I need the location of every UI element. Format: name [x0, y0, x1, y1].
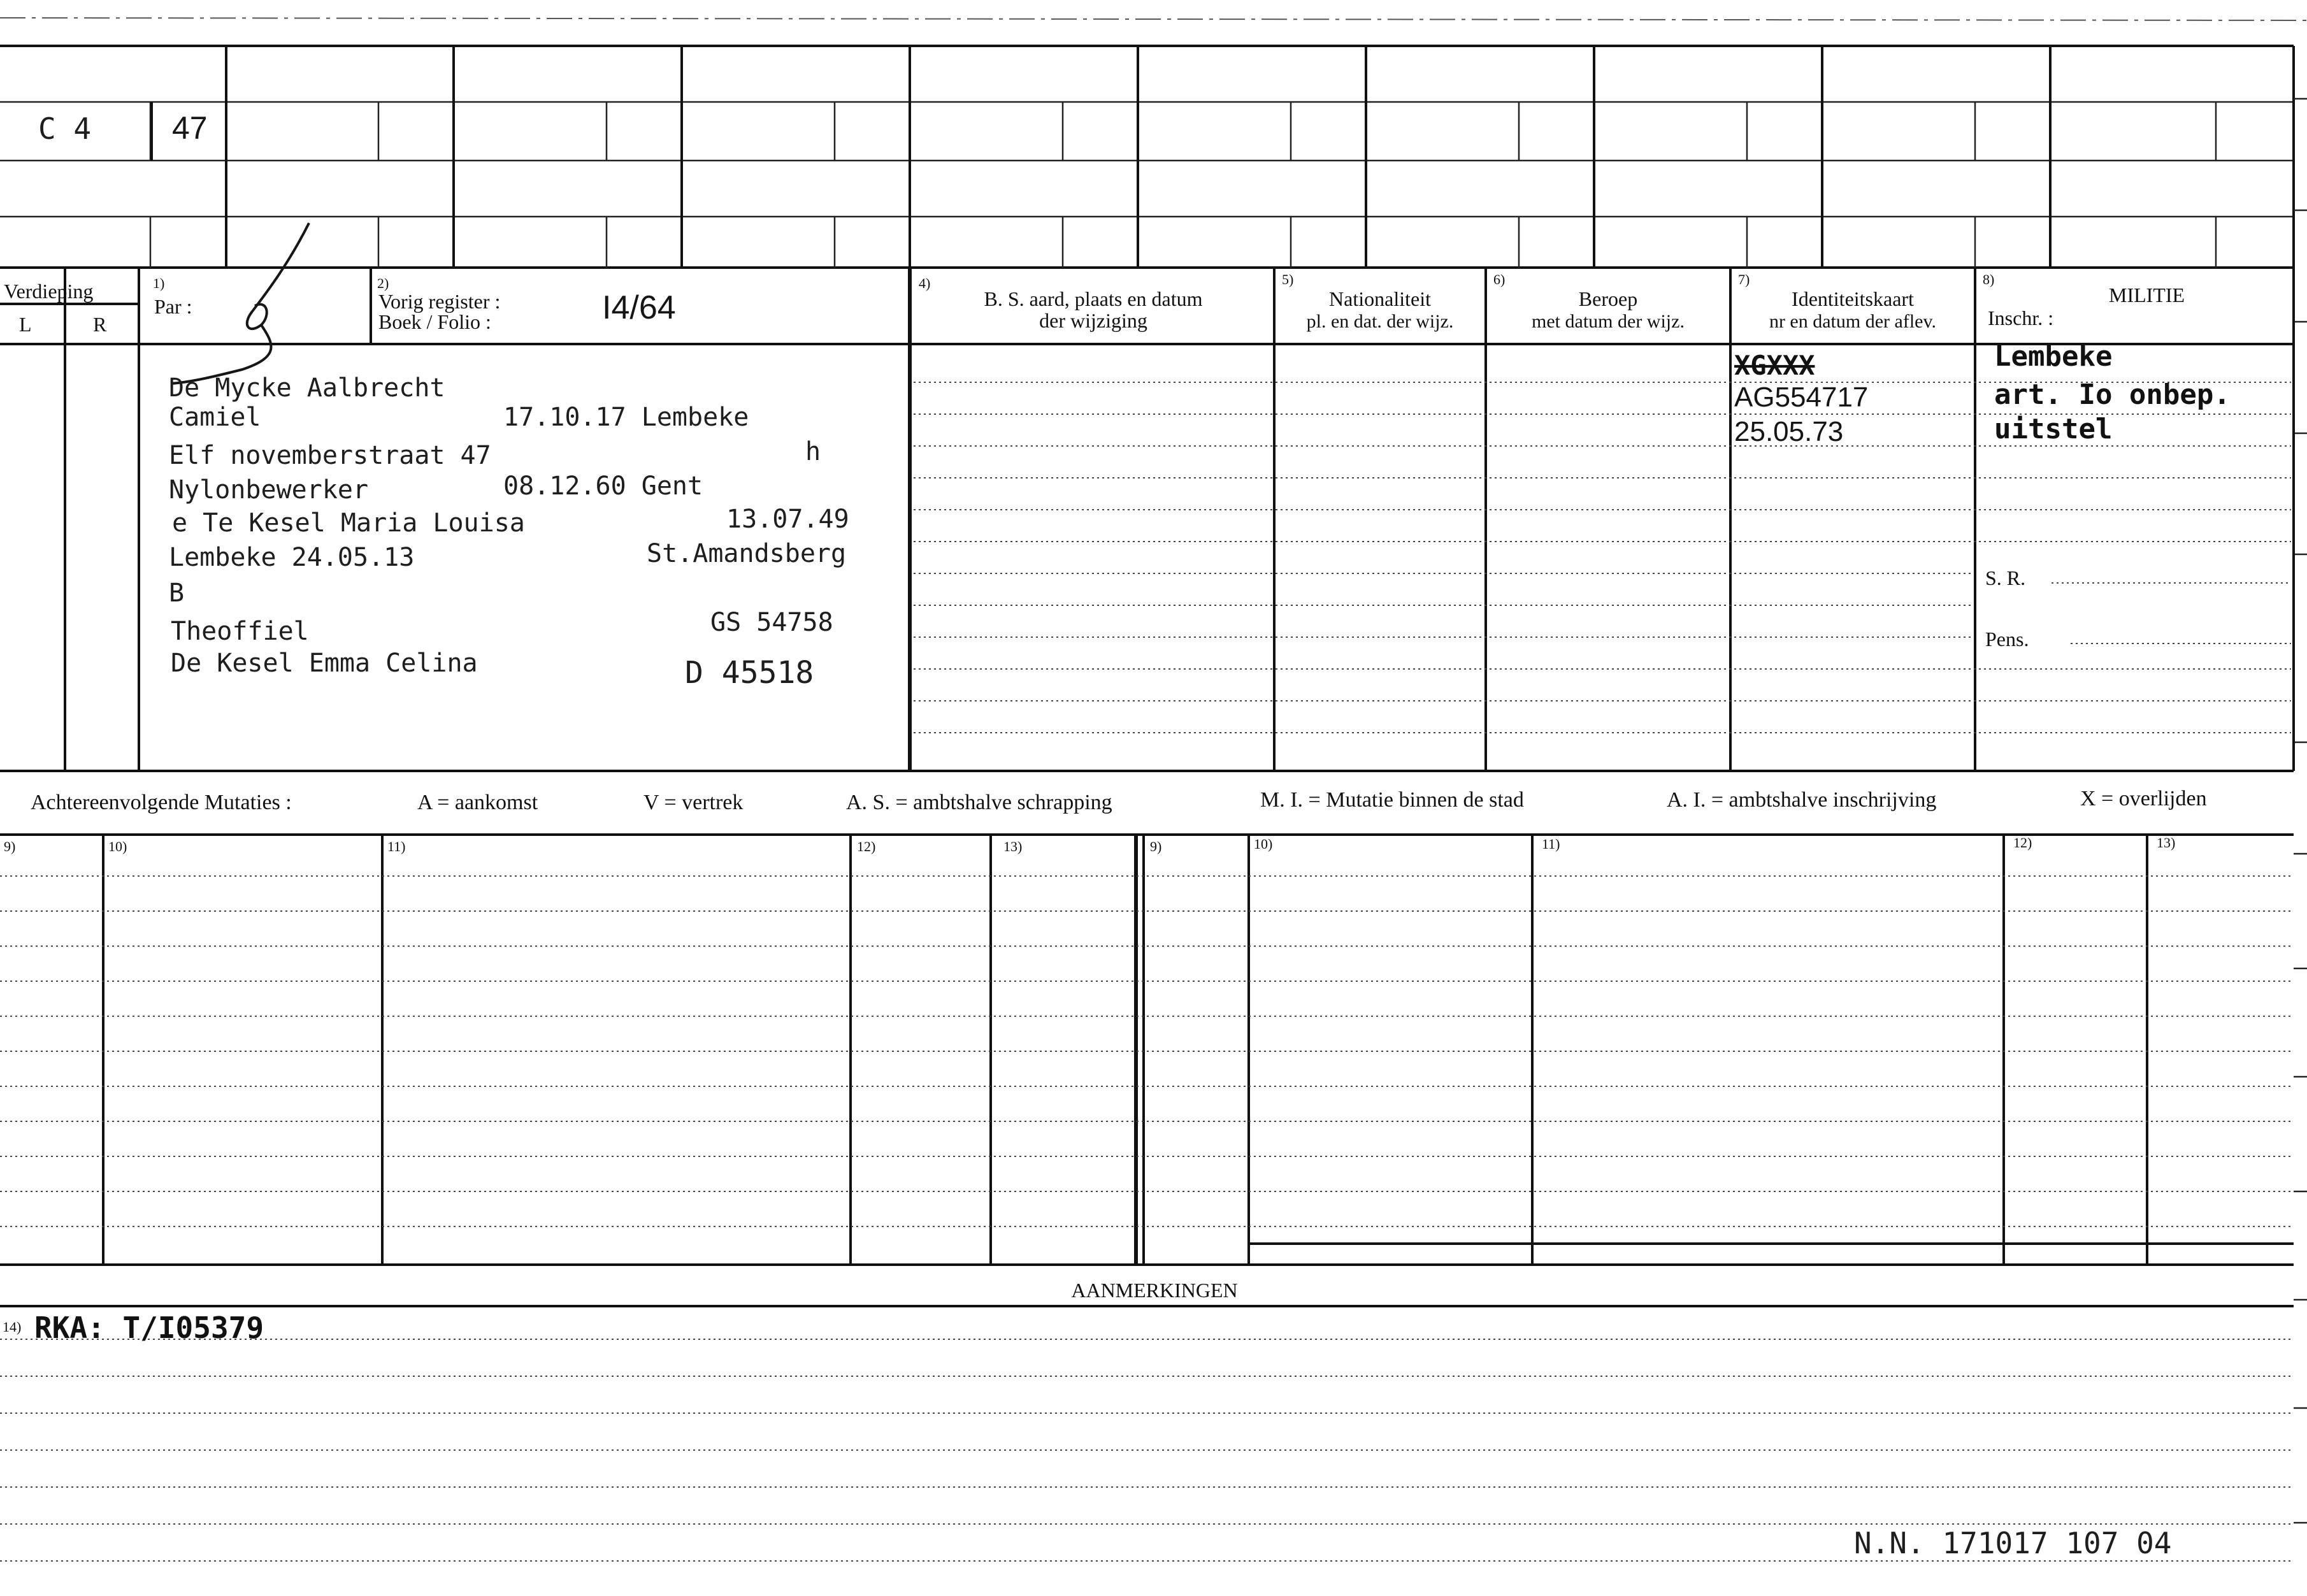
header-col4-num: 4) [919, 275, 931, 291]
mut-col-13b: 13) [2157, 835, 2176, 851]
header-nat-line2: pl. en dat. der wijz. [1306, 311, 1454, 332]
militie-pens-label: Pens. [1985, 628, 2029, 651]
mutaties-grid [0, 835, 2294, 1265]
mut-col-11: 11) [387, 838, 406, 854]
aanmerkingen-nn: N.N. 171017 107 04 [1854, 1526, 2172, 1560]
militie-line1: Lembeke [1994, 340, 2113, 373]
person-line9-right: D 45518 [685, 655, 814, 691]
mutaties-as: A. S. = ambtshalve schrapping [846, 791, 1112, 814]
person-line9-mother: De Kesel Emma Celina [171, 649, 478, 678]
header-nat-line1: Nationaliteit [1329, 287, 1431, 310]
id-card-number: AG554717 [1734, 382, 1869, 413]
mut-col-11b: 11) [1542, 836, 1560, 852]
person-line8-father: Theoffiel [171, 617, 309, 646]
aanmerkingen-rka: RKA: T/I05379 [34, 1311, 264, 1345]
person-line5-date: 13.07.49 [726, 505, 849, 534]
person-line3-address: Elf novemberstraat 47 [169, 441, 491, 470]
header-beroep-line1: Beroep [1578, 287, 1638, 310]
index-grid [0, 46, 2294, 268]
person-line4-date: 08.12.60 Gent [503, 471, 703, 501]
mut-col-12: 12) [857, 838, 876, 854]
mutaties-v: V = vertrek [643, 791, 744, 814]
mut-col-9b: 9) [1150, 838, 1162, 854]
index-code: C 4 [38, 111, 92, 146]
header-bs-line1: B. S. aard, plaats en datum [984, 287, 1203, 310]
person-line2-name: Camiel [169, 403, 261, 432]
person-line6-right: St.Amandsberg [647, 539, 847, 568]
top-edge [0, 18, 2307, 20]
header-col-l: L [19, 313, 32, 336]
militie-line2: art. Io onbep. [1994, 378, 2231, 411]
person-line2-date: 17.10.17 Lembeke [503, 403, 749, 432]
edge-ticks [2294, 99, 2307, 1523]
person-line7: B [169, 579, 185, 608]
header-beroep-line2: met datum der wijz. [1532, 311, 1685, 332]
id-card-date: 25.05.73 [1734, 416, 1844, 447]
aanmerkingen-title: AANMERKINGEN [1071, 1279, 1238, 1302]
person-line4-job: Nylonbewerker [169, 475, 369, 505]
header-id-line2: nr en datum der aflev. [1769, 311, 1937, 332]
militie-sr-label: S. R. [1985, 566, 2026, 589]
mut-col-10b: 10) [1254, 836, 1273, 852]
vorig-register-value: I4/64 [602, 289, 676, 326]
header-col8-num: 8) [1983, 271, 1995, 287]
person-line6-place: Lembeke 24.05.13 [169, 543, 415, 572]
header-col1-num: 1) [153, 275, 165, 291]
mut-col-12b: 12) [2013, 835, 2032, 851]
header-col7-num: 7) [1738, 271, 1750, 287]
mutaties-dotted-lines [0, 876, 2294, 1226]
person-line1: De Mycke Aalbrecht [169, 373, 445, 403]
header-par-label: Par : [154, 295, 192, 318]
header-col-r: R [93, 313, 107, 336]
aanmerkingen-num: 14) [3, 1319, 22, 1335]
header-inschr: Inschr. : [1988, 306, 2054, 329]
mutaties-x: X = overlijden [2080, 787, 2207, 810]
header-col2-num: 2) [377, 275, 389, 291]
header-militie: MILITIE [2109, 284, 2185, 306]
person-line3-mark: h [805, 437, 821, 466]
mut-col-13: 13) [1003, 838, 1023, 854]
index-number: 47 [172, 110, 208, 146]
mut-col-10: 10) [108, 838, 127, 854]
header-vorig-register: Vorig register : [378, 290, 501, 313]
person-line8-right: GS 54758 [710, 608, 833, 637]
header-boek-folio: Boek / Folio : [378, 310, 491, 333]
mutaties-mi: M. I. = Mutatie binnen de stad [1260, 788, 1524, 812]
header-bs-line2: der wijziging [1039, 309, 1147, 332]
header-col5-num: 5) [1282, 271, 1294, 287]
header-verdieping: Verdieping [4, 280, 94, 303]
header-id-line1: Identiteitskaart [1792, 287, 1914, 310]
mutaties-title: Achtereenvolgende Mutaties : [31, 791, 292, 814]
mutaties-ai: A. I. = ambtshalve inschrijving [1667, 788, 1937, 812]
person-line5-spouse: e Te Kesel Maria Louisa [172, 508, 525, 538]
mut-col-9: 9) [4, 838, 16, 854]
mutaties-a: A = aankomst [417, 791, 538, 814]
header-col6-num: 6) [1493, 271, 1506, 287]
militie-line3: uitstel [1994, 413, 2113, 445]
id-card-crossed: XGXXX [1734, 350, 1815, 381]
